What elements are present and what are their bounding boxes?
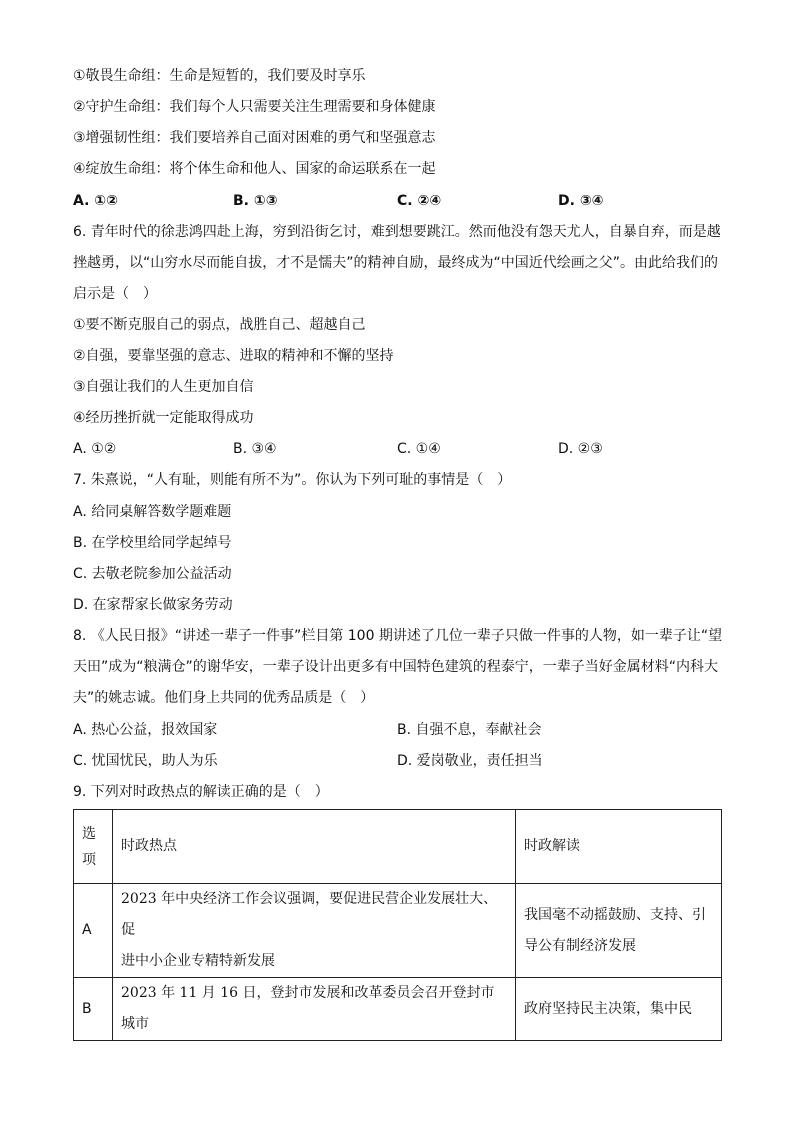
q9-stem: 9. 下列对时政热点的解读正确的是（ ） <box>73 784 329 800</box>
q6-item-2: ②自强，要靠坚强的意志、进取的精神和不懈的坚持 <box>73 348 394 364</box>
q9-header-hot: 时政热点 <box>113 810 516 884</box>
q9-table-row-a <box>74 884 722 978</box>
q7-choice-c: C. 去敬老院参加公益活动 <box>73 566 232 582</box>
q8-stem-line-1: 8. 《人民日报》“讲述一辈子一件事”栏目第 100 期讲述了几位一辈子只做一件事的人物，如一辈子让“望 <box>73 628 723 644</box>
q9-row-b-key: B <box>74 978 113 1041</box>
q9-table-row-b <box>74 978 722 1041</box>
q5-option-2: ②守护生命组：我们每个人只需要关注生理需要和身体健康 <box>73 99 436 115</box>
q9-row-a-read-line-2: 导公有制经济发展 <box>524 937 636 954</box>
q9-table <box>73 809 722 1041</box>
q5-option-4: ④绽放生命组：将个体生命和他人、国家的命运联系在一起 <box>73 161 436 177</box>
q6-stem-line-3: 启示是（ ） <box>73 286 157 302</box>
q8-choice-c: C. 忧国忧民，助人为乐 <box>73 753 218 769</box>
q6-item-1: ①要不断克服自己的弱点，战胜自己、超越自己 <box>73 317 366 333</box>
q7-choice-a: A. 给同桌解答数学题难题 <box>73 504 232 520</box>
q6-choice-b: B. ③④ <box>233 441 277 457</box>
q6-stem-line-1: 6. 青年时代的徐悲鸿四赴上海，穷到沿街乞讨，难到想要跳江。然而他没有怨天尤人，自暴自弃，而是越 <box>73 224 721 240</box>
q5-option-3: ③增强韧性组：我们要培养自己面对困难的勇气和坚强意志 <box>73 130 436 146</box>
q5-choice-c: C. ②④ <box>397 193 442 209</box>
q5-choice-a: A. ①② <box>73 193 118 209</box>
q9-row-b-read <box>516 978 722 1041</box>
q9-row-a-read-line-1: 我国毫不动摇鼓励、支持、引 <box>524 906 706 923</box>
q9-row-a-hot-line-2: 进中小企业专精特新发展 <box>121 953 275 969</box>
q6-item-4: ④经历挫折就一定能取得成功 <box>73 410 254 426</box>
q9-row-a-hot-line-1: 2023 年中央经济工作会议强调，要促进民营企业发展壮大、促 <box>121 891 498 938</box>
q9-header-option-text: 选项 <box>82 825 96 868</box>
q6-choice-d: D. ②③ <box>558 441 603 457</box>
q9-table-header-row <box>74 810 722 884</box>
q9-header-option <box>74 810 113 884</box>
q7-choice-d: D. 在家帮家长做家务劳动 <box>73 597 233 613</box>
q6-choice-c: C. ①④ <box>397 441 441 457</box>
q9-row-a-hot <box>113 884 516 978</box>
q5-option-1: ①敬畏生命组：生命是短暂的，我们要及时享乐 <box>73 68 366 84</box>
q9-row-b-hot <box>113 978 516 1041</box>
q9-row-a-key: A <box>74 884 113 978</box>
q8-choice-a: A. 热心公益，报效国家 <box>73 722 218 738</box>
q8-choice-b: B. 自强不息，奉献社会 <box>397 722 542 738</box>
q8-choice-d: D. 爱岗敬业，责任担当 <box>397 753 543 769</box>
q7-choice-b: B. 在学校里给同学起绰号 <box>73 535 232 551</box>
q7-stem: 7. 朱熹说，“人有耻，则能有所不为”。你认为下列可耻的事情是（ ） <box>73 472 512 488</box>
q9-row-b-hot-line-1: 2023 年 11 月 16 日，登封市发展和改革委员会召开登封市城市 <box>121 985 495 1032</box>
q9-row-b-read-line-1: 政府坚持民主决策，集中民 <box>524 1000 692 1017</box>
q5-choice-b: B. ①③ <box>233 193 278 209</box>
q8-stem-line-3: 夫”的姚志诚。他们身上共同的优秀品质是（ ） <box>73 690 375 706</box>
q9-row-a-read <box>516 884 722 978</box>
q5-choice-d: D. ③④ <box>558 193 604 209</box>
q6-stem-line-2: 挫越勇，以“山穷水尽而能自拔，才不是懦夫”的精神自励，最终成为“中国近代绘画之父”。由此给我们的 <box>73 255 719 271</box>
q8-stem-line-2: 天田”成为“粮满仓”的谢华安，一辈子设计出更多有中国特色建筑的程泰宁，一辈子当好金属材料“内科大 <box>73 659 719 675</box>
q9-header-read: 时政解读 <box>516 810 722 884</box>
q6-item-3: ③自强让我们的人生更加自信 <box>73 379 254 395</box>
q6-choice-a: A. ①② <box>73 441 117 457</box>
